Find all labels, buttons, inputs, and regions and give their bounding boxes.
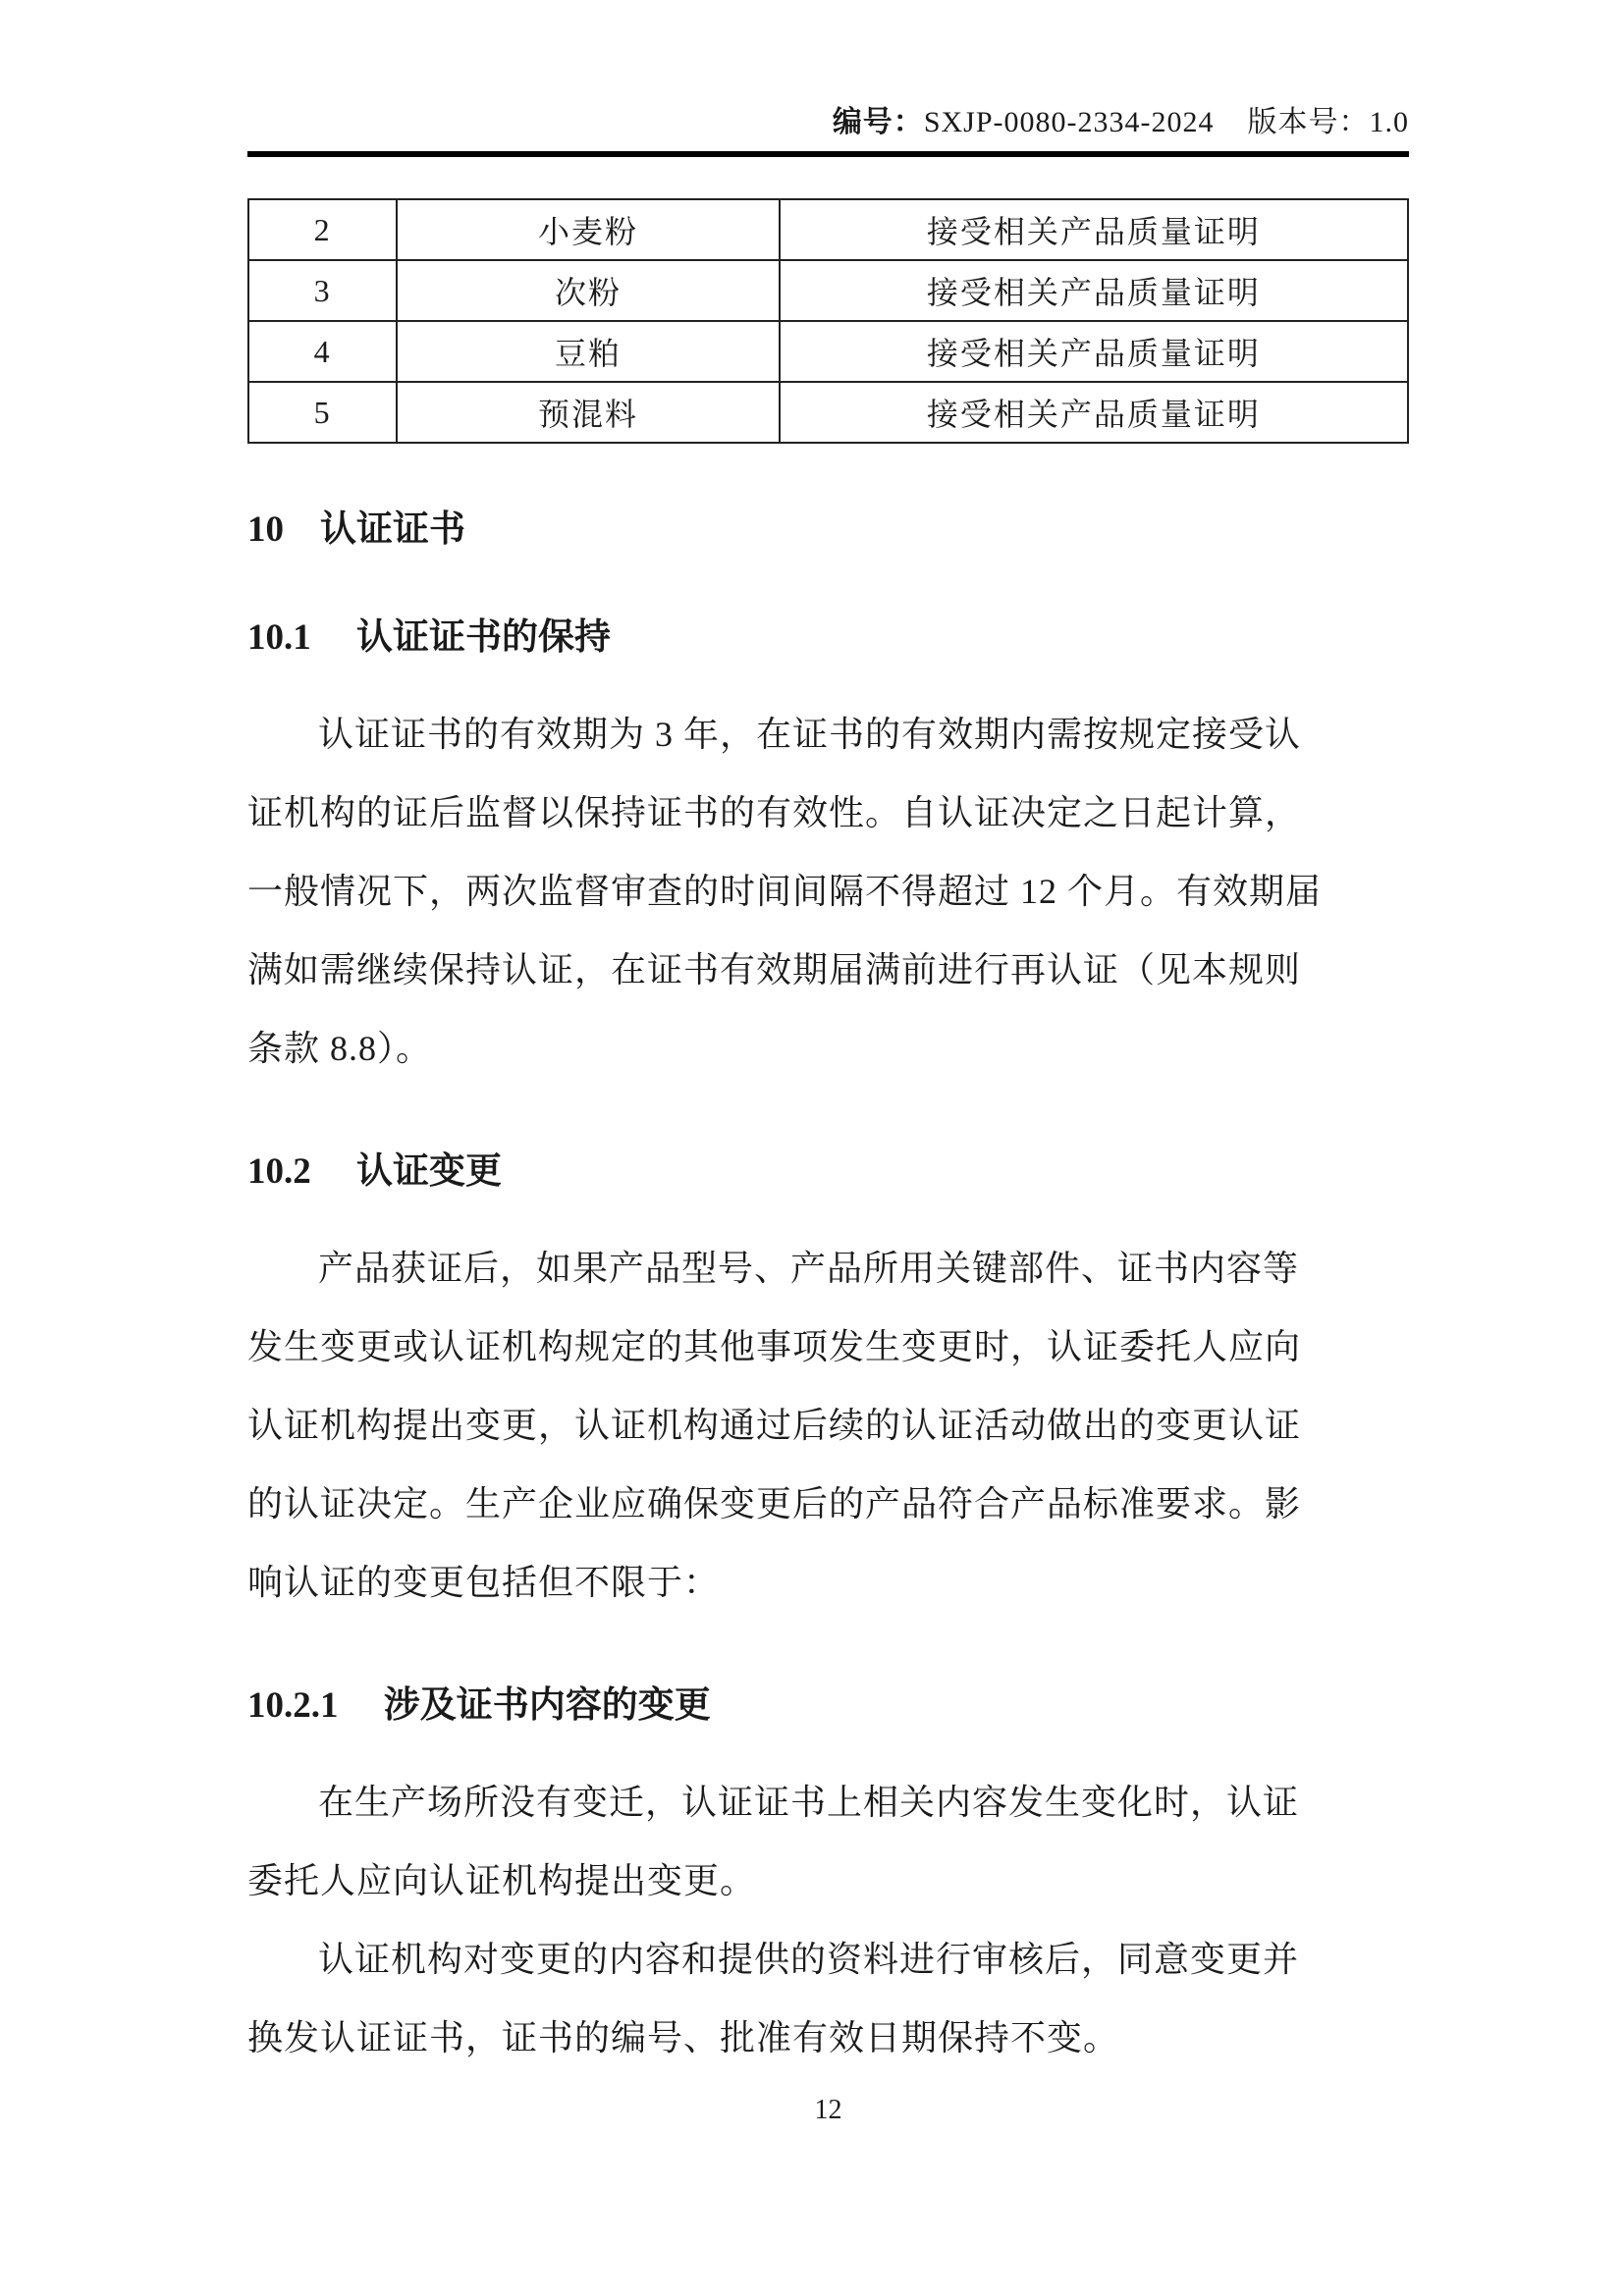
materials-table-body bbox=[248, 199, 1408, 443]
row-number-cell: 2 bbox=[248, 199, 397, 260]
paragraph-line: 委托人应向认证机构提出变更。 bbox=[247, 1861, 757, 1900]
paragraph-line: 证机构的证后监督以保持证书的有效性。自认证决定之日起计算， bbox=[247, 793, 1302, 832]
table-row bbox=[248, 382, 1408, 443]
heading-10-2-1: 10.2.1 涉及证书内容的变更 bbox=[247, 1685, 711, 1726]
page-header bbox=[247, 0, 1409, 141]
material-name-cell: 预混料 bbox=[397, 382, 780, 443]
doc-version-label: 版本号： bbox=[1247, 106, 1370, 138]
heading-10-2: 10.2 认证变更 bbox=[247, 1151, 502, 1192]
paragraph-line: 一般情况下，两次监督审查的时间间隔不得超过 12 个月。有效期届 bbox=[247, 872, 1323, 911]
paragraph-line: 条款 8.8）。 bbox=[247, 1029, 433, 1068]
paragraph-line: 发生变更或认证机构规定的其他事项发生变更时，认证委托人应向 bbox=[247, 1327, 1302, 1366]
materials-table bbox=[247, 198, 1409, 444]
paragraph-line: 的认证决定。生产企业应确保变更后的产品符合产品标准要求。影 bbox=[247, 1484, 1302, 1523]
material-requirement-cell: 接受相关产品质量证明 bbox=[780, 321, 1408, 382]
table-row bbox=[248, 260, 1408, 321]
material-requirement-cell: 接受相关产品质量证明 bbox=[780, 199, 1408, 260]
paragraph-10-2-1 bbox=[247, 1763, 1409, 2077]
paragraph-line: 满如需继续保持认证，在证书有效期届满前进行再认证（见本规则 bbox=[247, 950, 1302, 989]
row-number-cell: 4 bbox=[248, 321, 397, 382]
material-name-cell: 次粉 bbox=[397, 260, 780, 321]
paragraph-line: 在生产场所没有变迁，认证证书上相关内容发生变化时，认证 bbox=[318, 1783, 1300, 1822]
paragraph-line: 产品获证后，如果产品型号、产品所用关键部件、证书内容等 bbox=[318, 1249, 1300, 1288]
row-number-cell: 3 bbox=[248, 260, 397, 321]
paragraph-line: 换发认证证书，证书的编号、批准有效日期保持不变。 bbox=[247, 2018, 1120, 2057]
header-divider-rule bbox=[247, 151, 1409, 157]
material-requirement-cell: 接受相关产品质量证明 bbox=[780, 382, 1408, 443]
doc-number-label: 编号： bbox=[832, 106, 924, 138]
doc-number-value: SXJP-0080-2334-2024 bbox=[923, 106, 1215, 138]
document-sections bbox=[247, 507, 1409, 2077]
row-number-cell: 5 bbox=[248, 382, 397, 443]
paragraph-line: 认证机构提出变更，认证机构通过后续的认证活动做出的变更认证 bbox=[247, 1406, 1302, 1445]
table-row bbox=[248, 321, 1408, 382]
paragraph-line: 认证证书的有效期为 3 年，在证书的有效期内需按规定接受认 bbox=[318, 715, 1302, 754]
heading-10: 10 认证证书 bbox=[247, 509, 465, 550]
paragraph-line: 响认证的变更包括但不限于： bbox=[247, 1563, 721, 1602]
table-row bbox=[248, 199, 1408, 260]
paragraph-line: 认证机构对变更的内容和提供的资料进行审核后，同意变更并 bbox=[318, 1940, 1300, 1979]
material-name-cell: 小麦粉 bbox=[397, 199, 780, 260]
page-number: 12 bbox=[814, 2095, 842, 2125]
heading-10-1: 10.1 认证证书的保持 bbox=[247, 617, 611, 658]
material-requirement-cell: 接受相关产品质量证明 bbox=[780, 260, 1408, 321]
paragraph-10-2 bbox=[247, 1229, 1409, 1622]
doc-version-value: 1.0 bbox=[1369, 106, 1409, 138]
material-name-cell: 豆粕 bbox=[397, 321, 780, 382]
paragraph-10-1 bbox=[247, 695, 1409, 1088]
